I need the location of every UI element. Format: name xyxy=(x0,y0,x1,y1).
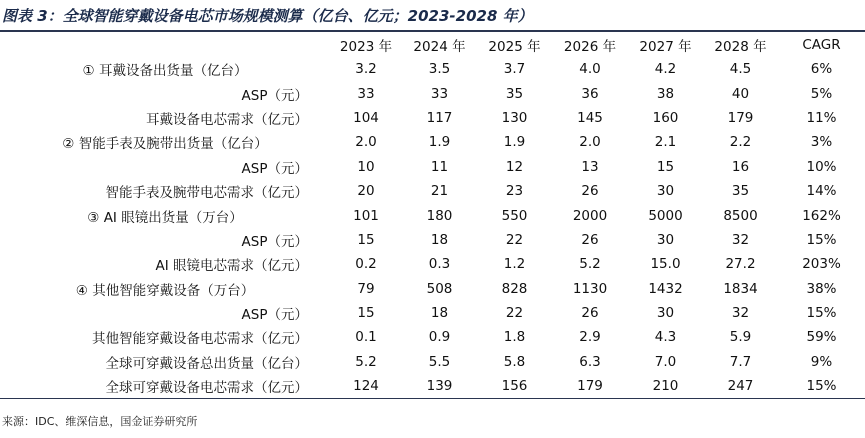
value-cell: 15 xyxy=(656,158,675,175)
table-row xyxy=(0,155,865,179)
value-cell: 130 xyxy=(501,109,528,126)
value-cell: 15.0 xyxy=(650,256,681,273)
table-row xyxy=(0,228,865,252)
value-cell: 247 xyxy=(703,374,778,399)
value-cell: 3.7 xyxy=(503,61,526,78)
row-label: ③ AI 眼镜出货量（万台） xyxy=(87,209,243,226)
value-cell: 1130 xyxy=(572,280,608,297)
top-rule xyxy=(0,30,865,32)
value-cell: 0.9 xyxy=(428,329,451,346)
value-cell: 2.0 xyxy=(579,134,601,151)
value-cell: 10 xyxy=(357,158,375,175)
value-cell: 15 xyxy=(357,231,375,248)
table-row xyxy=(0,81,865,105)
value-cell: 20 xyxy=(357,183,375,200)
value-cell: 33 xyxy=(430,85,449,102)
cagr-cell: 38% xyxy=(806,280,837,297)
value-cell: 6.3 xyxy=(579,353,601,370)
value-cell: 0.1 xyxy=(355,329,377,346)
cagr-cell: 162% xyxy=(802,207,841,224)
value-cell: 8500 xyxy=(723,207,758,224)
value-cell: 7.0 xyxy=(654,353,677,370)
value-cell: 23 xyxy=(505,183,524,200)
value-cell: 26 xyxy=(581,183,599,200)
table-row xyxy=(0,252,865,276)
value-cell: 27.2 xyxy=(725,256,756,273)
row-label: ④ 其他智能穿戴设备（万台） xyxy=(75,282,255,299)
value-cell: 210 xyxy=(628,374,703,399)
value-cell: 117 xyxy=(426,109,453,126)
value-cell: 32 xyxy=(731,231,750,248)
value-cell: 1432 xyxy=(648,280,683,297)
cagr-cell: 15% xyxy=(806,231,837,248)
row-label: 全球可穿戴设备总出货量（亿台） xyxy=(105,355,308,372)
value-cell: 2.2 xyxy=(729,134,752,151)
value-cell: 508 xyxy=(426,280,453,297)
row-label: ② 智能手表及腕带出货量（亿台） xyxy=(62,136,268,153)
header-cagr: CAGR xyxy=(802,37,841,53)
value-cell: 2.9 xyxy=(579,329,601,346)
value-cell: 5.5 xyxy=(428,353,451,370)
value-cell: 35 xyxy=(731,183,750,200)
table-row xyxy=(0,203,865,227)
row-label: ASP（元） xyxy=(241,87,308,104)
row-label: 智能手表及腕带电芯需求（亿元） xyxy=(105,185,308,202)
value-cell: 5.8 xyxy=(503,353,526,370)
value-cell: 1.8 xyxy=(503,329,526,346)
value-cell: 40 xyxy=(731,85,750,102)
value-cell: 21 xyxy=(430,183,449,200)
header-year: 2024 年 xyxy=(413,39,466,55)
value-cell: 18 xyxy=(430,231,449,248)
row-label: ① 耳戴设备出货量（亿台） xyxy=(82,63,248,80)
value-cell: 32 xyxy=(731,305,750,322)
value-cell: 3.5 xyxy=(428,61,451,78)
cagr-cell: 15% xyxy=(806,305,837,322)
value-cell: 180 xyxy=(426,207,453,224)
row-label: 其他智能穿戴设备电芯需求（亿元） xyxy=(92,331,308,348)
value-cell: 1834 xyxy=(723,280,758,297)
row-label: AI 眼镜电芯需求（亿元） xyxy=(155,258,308,275)
value-cell: 38 xyxy=(656,85,675,102)
value-cell: 22 xyxy=(505,231,524,248)
value-cell: 145 xyxy=(577,109,603,126)
value-cell: 4.2 xyxy=(654,61,677,78)
value-cell: 179 xyxy=(727,109,754,126)
value-cell: 4.5 xyxy=(729,61,752,78)
value-cell: 5000 xyxy=(648,207,683,224)
header-row xyxy=(0,33,865,57)
table-row xyxy=(0,57,865,81)
value-cell: 11 xyxy=(430,158,449,175)
value-cell: 3.2 xyxy=(355,61,377,78)
row-label: 耳戴设备电芯需求（亿元） xyxy=(146,111,308,128)
cagr-cell: 3% xyxy=(810,134,833,151)
value-cell: 179 xyxy=(552,374,628,399)
value-cell: 1.9 xyxy=(503,134,526,151)
cagr-cell: 9% xyxy=(810,353,833,370)
value-cell: 30 xyxy=(656,183,675,200)
value-cell: 15 xyxy=(357,305,375,322)
cagr-cell: 203% xyxy=(802,256,841,273)
value-cell: 550 xyxy=(501,207,528,224)
value-cell: 26 xyxy=(581,305,599,322)
table-row xyxy=(0,179,865,203)
value-cell: 2.1 xyxy=(654,134,677,151)
value-cell: 22 xyxy=(505,305,524,322)
value-cell: 18 xyxy=(430,305,449,322)
cagr-cell: 6% xyxy=(810,61,833,78)
value-cell: 30 xyxy=(656,231,675,248)
value-cell: 5.2 xyxy=(579,256,601,273)
header-year: 2027 年 xyxy=(639,39,692,55)
value-cell: 16 xyxy=(731,158,750,175)
value-cell: 0.3 xyxy=(428,256,451,273)
header-label-cell xyxy=(0,33,330,57)
header-year: 2028 年 xyxy=(714,39,767,55)
table-row xyxy=(0,277,865,301)
value-cell: 101 xyxy=(353,207,379,224)
table-row xyxy=(0,130,865,154)
cagr-cell: 11% xyxy=(806,109,837,126)
value-cell: 5.2 xyxy=(355,353,377,370)
table-row xyxy=(0,301,865,325)
cagr-cell: 59% xyxy=(806,329,837,346)
cagr-cell: 14% xyxy=(806,183,837,200)
value-cell: 5.9 xyxy=(729,329,752,346)
value-cell: 12 xyxy=(505,158,524,175)
table-row xyxy=(0,325,865,349)
value-cell: 1.2 xyxy=(503,256,526,273)
table-row xyxy=(0,106,865,130)
value-cell: 35 xyxy=(505,85,524,102)
value-cell: 1.9 xyxy=(428,134,451,151)
header-year: 2025 年 xyxy=(488,39,541,55)
header-year: 2023 年 xyxy=(339,39,393,55)
cagr-cell: 5% xyxy=(810,85,833,102)
value-cell: 7.7 xyxy=(729,353,752,370)
source-note: 来源：IDC、维深信息，国金证券研究所 xyxy=(2,415,198,428)
value-cell: 2.0 xyxy=(355,134,377,151)
value-cell: 4.0 xyxy=(579,61,601,78)
value-cell: 33 xyxy=(357,85,375,102)
value-cell: 0.2 xyxy=(355,256,377,273)
value-cell: 26 xyxy=(581,231,599,248)
value-cell: 4.3 xyxy=(654,329,677,346)
value-cell: 160 xyxy=(652,109,679,126)
value-cell: 828 xyxy=(501,280,528,297)
header-year: 2026 年 xyxy=(563,39,617,55)
cagr-cell: 15% xyxy=(778,374,865,399)
value-cell: 36 xyxy=(581,85,599,102)
value-cell: 124 xyxy=(330,374,402,399)
market-size-table xyxy=(0,33,865,399)
row-label: ASP（元） xyxy=(241,160,308,177)
value-cell: 30 xyxy=(656,305,675,322)
value-cell: 104 xyxy=(353,109,379,126)
value-cell: 139 xyxy=(402,374,477,399)
row-label: ASP（元） xyxy=(241,307,308,324)
row-label: 全球可穿戴设备电芯需求（亿元） xyxy=(0,374,330,399)
value-cell: 13 xyxy=(581,158,599,175)
row-label: ASP（元） xyxy=(241,233,308,250)
value-cell: 2000 xyxy=(572,207,608,224)
cagr-cell: 10% xyxy=(806,158,837,175)
figure-title: 图表 3：全球智能穿戴设备电芯市场规模测算（亿台、亿元；2023-2028 年） xyxy=(2,7,533,25)
table-row xyxy=(0,374,865,399)
value-cell: 156 xyxy=(477,374,552,399)
table-row xyxy=(0,350,865,374)
value-cell: 79 xyxy=(357,280,375,297)
